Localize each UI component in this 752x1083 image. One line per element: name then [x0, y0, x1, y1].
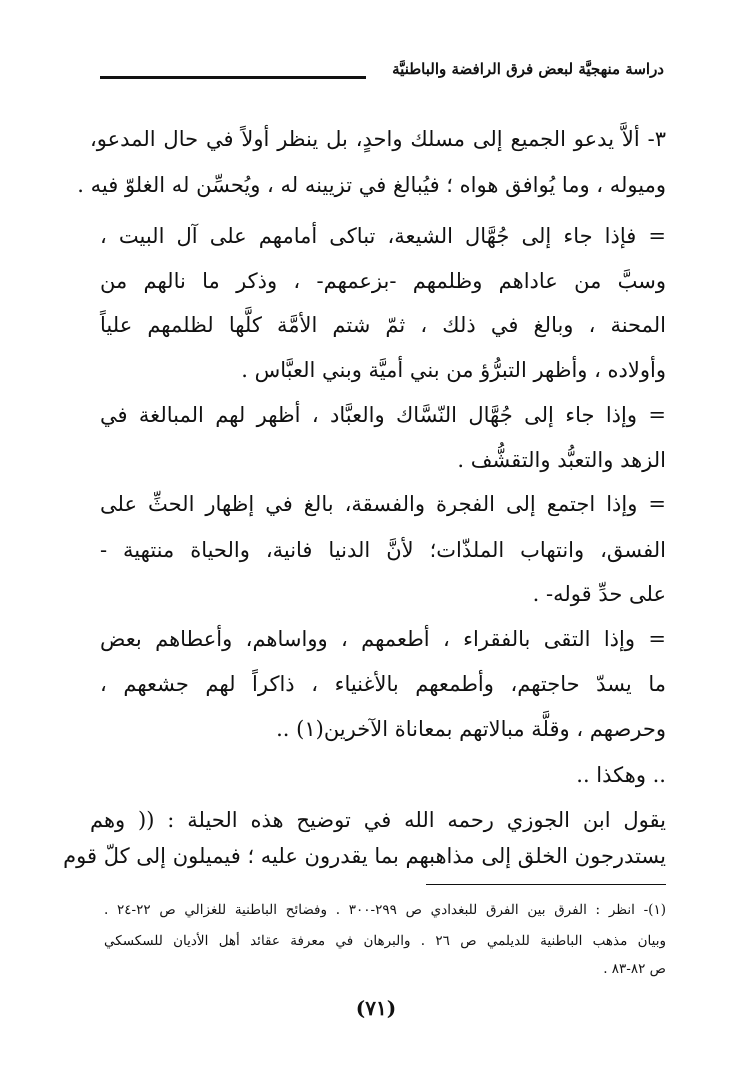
body-line-16: يقول ابن الجوزي رحمه الله في توضيح هذه الحيلة : (( وهم — [90, 808, 666, 832]
body-line-14: وحرصهم ، وقلَّة مبالاتهم بمعاناة الآخرين(١) .. — [276, 717, 666, 741]
body-line-4: وسبَّ من عاداهم وظلمهم -بزعمهم- ، وذكر ما نالهم من — [100, 269, 666, 293]
body-line-1: ٣- ألاَّ يدعو الجميع إلى مسلك واحدٍ، بل ينظر أولاً في حال المدعو، — [90, 127, 666, 151]
body-line-6: وأولاده ، وأظهر التبرُّؤ من بني أميَّة وبني العبَّاس . — [241, 358, 666, 382]
page-number: (٧١) — [355, 996, 397, 1020]
body-line-9: = وإذا اجتمع إلى الفجرة والفسقة، بالغ في إظهار الحثِّ على — [100, 492, 666, 516]
body-line-8: الزهد والتعبُّد والتقشُّف . — [457, 448, 666, 472]
footnote-line-2: وبيان مذهب الباطنية للديلمي ص ٢٦ . والبرهان في معرفة عقائد أهل الأديان للسكسكي — [104, 933, 667, 949]
body-line-10: الفسق، وانتهاب الملذّات؛ لأنَّ الدنيا فانية، والحياة منتهية - — [100, 538, 666, 562]
running-header-title: دراسة منهجيَّة لبعض فرق الرافضة والباطنيَّة — [392, 60, 664, 78]
footnote-line-1: (١)- انظر : الفرق بين الفرق للبغدادي ص ٢٩٩-٣٠٠ . وفضائح الباطنية للغزالي ص ٢٢-٢٤ . — [104, 902, 666, 918]
body-line-11: على حدِّ قوله- . — [532, 582, 666, 606]
body-line-15: .. وهكذا .. — [576, 763, 666, 787]
footnote-rule — [426, 884, 666, 885]
body-line-5: المحنة ، وبالغ في ذلك ، ثمّ شتم الأمَّة كلَّها لظلمهم علياً — [100, 313, 666, 337]
header-rule — [100, 76, 366, 79]
body-line-13: ما يسدّ حاجتهم، وأطمعهم بالأغنياء ، ذاكراً لهم جشعهم ، — [100, 672, 666, 696]
body-line-7: = وإذا جاء إلى جُهَّال النّسَّاك والعبَّاد ، أظهر لهم المبالغة في — [100, 403, 666, 427]
footnote-line-3: ص ٨٢-٨٣ . — [603, 961, 666, 977]
body-line-2: وميوله ، وما يُوافق هواه ؛ فيُبالغ في تزيينه له ، ويُحسِّن له الغلوّ فيه . — [77, 173, 666, 197]
body-line-12: = وإذا التقى بالفقراء ، أطعمهم ، وواساهم، وأعطاهم بعض — [100, 627, 666, 651]
body-line-17: يستدرجون الخلق إلى مذاهبهم بما يقدرون عليه ؛ فيميلون إلى كلّ قوم — [63, 844, 666, 868]
body-line-3: = فإذا جاء إلى جُهَّال الشيعة، تباكى أمامهم على آل البيت ، — [100, 224, 666, 248]
